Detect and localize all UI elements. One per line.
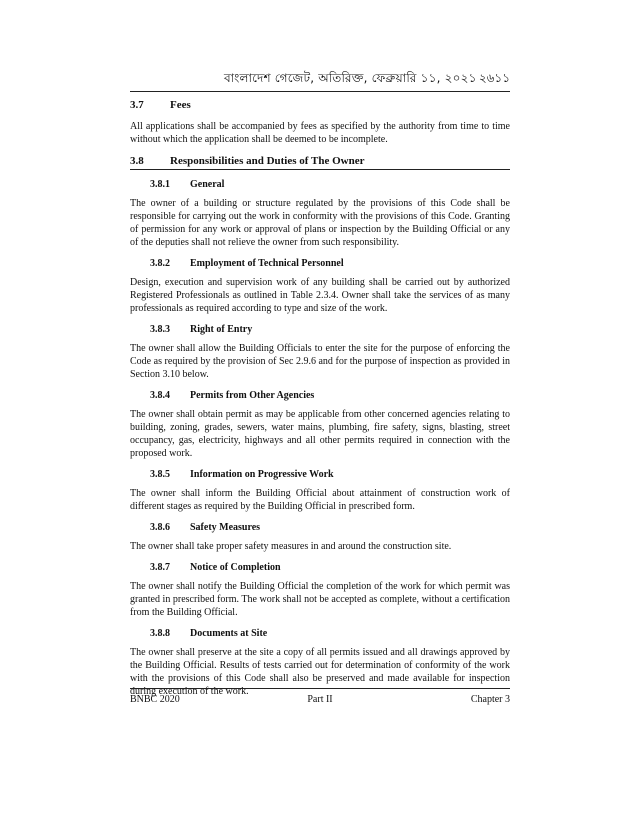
footer-code-name: BNBC 2020 [130, 694, 180, 705]
section-title: Responsibilities and Duties of The Owner [170, 155, 365, 167]
header-divider [130, 91, 510, 92]
section-paragraph: All applications shall be accompanied by fees as specified by the authority from time to time without which the application shall be deemed to be incomplete. [130, 121, 510, 145]
subsection-number: 3.8.1 [150, 179, 170, 190]
subsection-heading [130, 468, 510, 481]
subsection-paragraph: Design, execution and supervision work of any building shall be carried out by authorized Registered Professionals as outlined in Table 2.3.4. Owner shall take the services of as many professionals as required according to type and size of the work. [130, 277, 510, 314]
subsection-title: Right of Entry [190, 324, 253, 335]
subsection-paragraph: The owner shall obtain permit as may be applicable from other concerned agencies relating to building, zoning, grades, sewers, water mains, plumbing, fire safety, signs, blasting, street occupancy, gas, electricity, highways and all other permits required in connection with the proposed work. [130, 409, 510, 459]
subsection-number: 3.8.3 [150, 324, 170, 335]
footer-divider [130, 688, 510, 689]
page-content [130, 98, 510, 706]
page-footer [130, 694, 510, 708]
section-number: 3.7 [130, 99, 144, 111]
subsection-paragraph: The owner shall allow the Building Officials to enter the site for the purpose of enforcing the Code as required by the provision of Sec 2.9.6 and for the purpose of inspection as provided in Section 3.10 below. [130, 343, 510, 380]
subsection-number: 3.8.4 [150, 390, 170, 401]
subsection-paragraph: The owner shall notify the Building Official the completion of the work for which permit was granted in prescribed form. The work shall not be accepted as complete, without a certification from the Building Official. [130, 581, 510, 618]
subsection-number: 3.8.7 [150, 562, 170, 573]
subsection-heading [130, 627, 510, 640]
subsection-number: 3.8.6 [150, 522, 170, 533]
page-number: ২৬১১ [478, 71, 510, 85]
subsection-heading [130, 561, 510, 574]
subsection-paragraph: The owner shall inform the Building Official about attainment of construction work of different stages as required by the Building Official in prescribed form. [130, 488, 510, 512]
subsection-number: 3.8.5 [150, 469, 170, 480]
subsection-title: Notice of Completion [190, 562, 281, 573]
subsection-paragraph: The owner shall preserve at the site a copy of all permits issued and all drawings approved by the Building Official. Results of tests carried out for determination of conformity of the work with the provisions of this Code shall also be preserved and made available for inspection during execution of the work. [130, 647, 510, 697]
subsection-heading [130, 389, 510, 402]
subsection-paragraph: The owner of a building or structure regulated by the provisions of this Code shall be responsible for carrying out the work in conformity with the provisions of this Code. Granting of permission for any work or approval of plans or inspection by the Building Official or any of the deputies shall not relieve the owner from such responsibility. [130, 198, 510, 248]
subsection-title: Safety Measures [190, 522, 261, 533]
subsection-heading [130, 323, 510, 336]
subsection-heading [130, 257, 510, 270]
footer-part: Part II [307, 694, 333, 705]
section-heading [130, 98, 510, 112]
page-header [130, 70, 510, 90]
subsection-heading [130, 178, 510, 191]
subsection-title: Permits from Other Agencies [190, 390, 315, 401]
section-title: Fees [170, 99, 191, 111]
subsection-heading [130, 521, 510, 534]
section-number: 3.8 [130, 155, 144, 167]
subsection-paragraph: The owner shall take proper safety measures in and around the construction site. [130, 541, 452, 552]
footer-chapter: Chapter 3 [470, 694, 510, 705]
subsection-title: Employment of Technical Personnel [190, 258, 344, 269]
subsection-number: 3.8.8 [150, 628, 170, 639]
subsection-title: Information on Progressive Work [190, 469, 334, 480]
subsection-title: General [190, 179, 225, 190]
subsection-number: 3.8.2 [150, 258, 170, 269]
subsection-title: Documents at Site [190, 628, 268, 639]
section-heading [130, 154, 510, 170]
gazette-title: বাংলাদেশ গেজেট, অতিরিক্ত, ফেব্রুয়ারি ১১, ২০২১ [224, 71, 477, 85]
